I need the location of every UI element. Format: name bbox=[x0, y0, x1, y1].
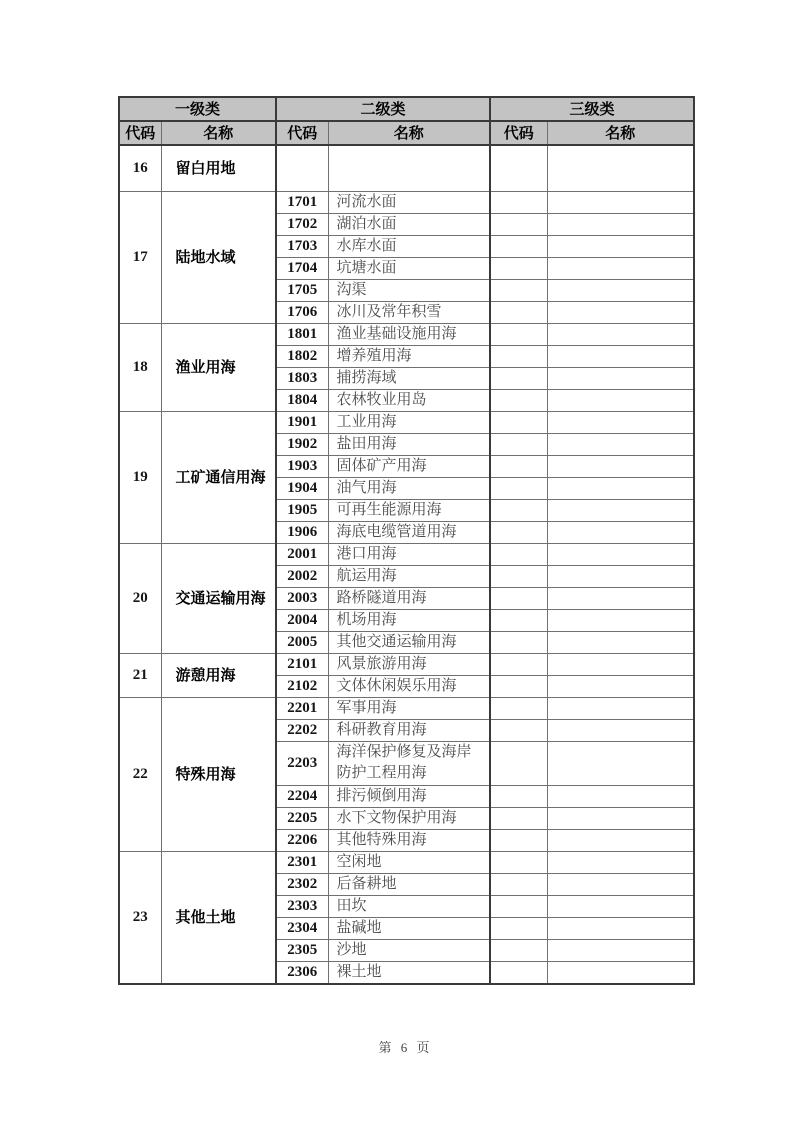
l2-name-cell: 海底电缆管道用海 bbox=[328, 521, 490, 543]
l1-name-cell: 交通运输用海 bbox=[161, 543, 276, 653]
header-l2-code: 代码 bbox=[276, 121, 328, 145]
l1-name-cell: 留白用地 bbox=[161, 145, 276, 191]
l3-code-cell bbox=[490, 543, 547, 565]
l3-code-cell bbox=[490, 587, 547, 609]
l3-code-cell bbox=[490, 235, 547, 257]
header-l2-name: 名称 bbox=[328, 121, 490, 145]
l2-code-cell: 2306 bbox=[276, 961, 328, 984]
header-level2: 二级类 bbox=[276, 97, 490, 121]
l3-code-cell bbox=[490, 367, 547, 389]
l2-code-cell: 2102 bbox=[276, 675, 328, 697]
l2-name-cell: 军事用海 bbox=[328, 697, 490, 719]
l2-name-cell: 沟渠 bbox=[328, 279, 490, 301]
l2-code-cell: 1702 bbox=[276, 213, 328, 235]
l3-code-cell bbox=[490, 565, 547, 587]
l2-name-cell: 水库水面 bbox=[328, 235, 490, 257]
l3-name-cell bbox=[547, 521, 694, 543]
l3-name-cell bbox=[547, 697, 694, 719]
l3-name-cell bbox=[547, 939, 694, 961]
l3-code-cell bbox=[490, 675, 547, 697]
l1-code-cell: 16 bbox=[119, 145, 161, 191]
l3-code-cell bbox=[490, 455, 547, 477]
l2-name-cell: 机场用海 bbox=[328, 609, 490, 631]
l2-code-cell: 1803 bbox=[276, 367, 328, 389]
l2-code-cell: 2101 bbox=[276, 653, 328, 675]
l1-name-cell: 其他土地 bbox=[161, 851, 276, 984]
table-row bbox=[119, 145, 694, 191]
header-level3: 三级类 bbox=[490, 97, 694, 121]
l2-name-cell: 湖泊水面 bbox=[328, 213, 490, 235]
l3-name-cell bbox=[547, 719, 694, 741]
l2-name-cell: 裸土地 bbox=[328, 961, 490, 984]
l2-name-cell: 文体休闲娱乐用海 bbox=[328, 675, 490, 697]
table-row bbox=[119, 543, 694, 565]
l3-code-cell bbox=[490, 719, 547, 741]
l3-code-cell bbox=[490, 939, 547, 961]
table-row bbox=[119, 411, 694, 433]
l2-code-cell: 1904 bbox=[276, 477, 328, 499]
l1-code-cell: 23 bbox=[119, 851, 161, 984]
l2-code-cell: 2204 bbox=[276, 785, 328, 807]
l3-code-cell bbox=[490, 917, 547, 939]
l1-name-cell: 工矿通信用海 bbox=[161, 411, 276, 543]
l3-name-cell bbox=[547, 807, 694, 829]
l3-code-cell bbox=[490, 873, 547, 895]
l1-name-cell: 特殊用海 bbox=[161, 697, 276, 851]
l1-name-cell: 渔业用海 bbox=[161, 323, 276, 411]
l3-name-cell bbox=[547, 631, 694, 653]
l3-code-cell bbox=[490, 829, 547, 851]
l2-name-cell: 后备耕地 bbox=[328, 873, 490, 895]
l2-name-cell: 工业用海 bbox=[328, 411, 490, 433]
l2-name-cell: 冰川及常年积雪 bbox=[328, 301, 490, 323]
l3-name-cell bbox=[547, 961, 694, 984]
l2-code-cell: 2205 bbox=[276, 807, 328, 829]
l3-name-cell bbox=[547, 785, 694, 807]
l2-name-cell: 坑塘水面 bbox=[328, 257, 490, 279]
l1-code-cell: 18 bbox=[119, 323, 161, 411]
l1-name-cell: 陆地水域 bbox=[161, 191, 276, 323]
l3-name-cell bbox=[547, 257, 694, 279]
l2-code-cell: 1901 bbox=[276, 411, 328, 433]
header-l1-name: 名称 bbox=[161, 121, 276, 145]
l3-name-cell bbox=[547, 587, 694, 609]
table-row bbox=[119, 697, 694, 719]
l2-code-cell: 2206 bbox=[276, 829, 328, 851]
l3-code-cell bbox=[490, 389, 547, 411]
l3-code-cell bbox=[490, 631, 547, 653]
l3-code-cell bbox=[490, 145, 547, 191]
l3-name-cell bbox=[547, 565, 694, 587]
l2-code-cell: 1801 bbox=[276, 323, 328, 345]
header-l3-name: 名称 bbox=[547, 121, 694, 145]
table-body bbox=[119, 145, 694, 984]
l2-name-cell: 捕捞海域 bbox=[328, 367, 490, 389]
header-sub-row bbox=[119, 121, 694, 145]
l3-code-cell bbox=[490, 521, 547, 543]
l3-code-cell bbox=[490, 895, 547, 917]
l3-name-cell bbox=[547, 499, 694, 521]
l3-code-cell bbox=[490, 301, 547, 323]
l1-code-cell: 20 bbox=[119, 543, 161, 653]
l2-name-cell bbox=[328, 145, 490, 191]
l2-code-cell: 2201 bbox=[276, 697, 328, 719]
l2-name-cell: 空闲地 bbox=[328, 851, 490, 873]
page-number: 第 6 页 bbox=[378, 1040, 433, 1055]
l3-name-cell bbox=[547, 213, 694, 235]
l1-code-cell: 19 bbox=[119, 411, 161, 543]
l2-code-cell: 1701 bbox=[276, 191, 328, 213]
l2-code-cell: 1903 bbox=[276, 455, 328, 477]
l3-name-cell bbox=[547, 323, 694, 345]
l2-name-cell: 港口用海 bbox=[328, 543, 490, 565]
l2-code-cell: 1804 bbox=[276, 389, 328, 411]
l2-name-cell: 沙地 bbox=[328, 939, 490, 961]
header-level1: 一级类 bbox=[119, 97, 276, 121]
l3-name-cell bbox=[547, 301, 694, 323]
header-group-row bbox=[119, 97, 694, 121]
l2-code-cell: 1802 bbox=[276, 345, 328, 367]
l2-name-cell: 河流水面 bbox=[328, 191, 490, 213]
table-row bbox=[119, 851, 694, 873]
l3-code-cell bbox=[490, 851, 547, 873]
l3-name-cell bbox=[547, 851, 694, 873]
l3-name-cell bbox=[547, 653, 694, 675]
l3-code-cell bbox=[490, 323, 547, 345]
l2-name-cell: 可再生能源用海 bbox=[328, 499, 490, 521]
l1-code-cell: 21 bbox=[119, 653, 161, 697]
table-row bbox=[119, 191, 694, 213]
l2-name-cell: 海洋保护修复及海岸防护工程用海 bbox=[328, 741, 490, 785]
l2-code-cell: 1902 bbox=[276, 433, 328, 455]
l2-code-cell bbox=[276, 145, 328, 191]
header-l1-code: 代码 bbox=[119, 121, 161, 145]
l3-name-cell bbox=[547, 389, 694, 411]
l3-code-cell bbox=[490, 191, 547, 213]
l3-name-cell bbox=[547, 455, 694, 477]
l2-code-cell: 1705 bbox=[276, 279, 328, 301]
l2-code-cell: 1905 bbox=[276, 499, 328, 521]
l3-code-cell bbox=[490, 477, 547, 499]
l3-code-cell bbox=[490, 213, 547, 235]
l3-name-cell bbox=[547, 477, 694, 499]
l2-code-cell: 2202 bbox=[276, 719, 328, 741]
l3-code-cell bbox=[490, 609, 547, 631]
l2-name-cell: 风景旅游用海 bbox=[328, 653, 490, 675]
l2-code-cell: 2301 bbox=[276, 851, 328, 873]
l2-code-cell: 2304 bbox=[276, 917, 328, 939]
l3-name-cell bbox=[547, 345, 694, 367]
table-row bbox=[119, 653, 694, 675]
l3-name-cell bbox=[547, 873, 694, 895]
l3-name-cell bbox=[547, 543, 694, 565]
l3-name-cell bbox=[547, 279, 694, 301]
l3-name-cell bbox=[547, 829, 694, 851]
l3-name-cell bbox=[547, 895, 694, 917]
l2-name-cell: 水下文物保护用海 bbox=[328, 807, 490, 829]
l3-code-cell bbox=[490, 653, 547, 675]
l3-code-cell bbox=[490, 257, 547, 279]
l2-code-cell: 1703 bbox=[276, 235, 328, 257]
l3-code-cell bbox=[490, 411, 547, 433]
table-header bbox=[119, 97, 694, 145]
l2-name-cell: 路桥隧道用海 bbox=[328, 587, 490, 609]
l2-name-cell: 排污倾倒用海 bbox=[328, 785, 490, 807]
l2-code-cell: 2303 bbox=[276, 895, 328, 917]
l3-code-cell bbox=[490, 279, 547, 301]
l3-name-cell bbox=[547, 235, 694, 257]
l2-code-cell: 2203 bbox=[276, 741, 328, 785]
l3-name-cell bbox=[547, 917, 694, 939]
l2-code-cell: 2002 bbox=[276, 565, 328, 587]
l2-code-cell: 2004 bbox=[276, 609, 328, 631]
l2-code-cell: 2001 bbox=[276, 543, 328, 565]
l3-code-cell bbox=[490, 697, 547, 719]
l2-name-cell: 固体矿产用海 bbox=[328, 455, 490, 477]
l3-code-cell bbox=[490, 741, 547, 785]
l2-name-cell: 其他特殊用海 bbox=[328, 829, 490, 851]
l1-code-cell: 17 bbox=[119, 191, 161, 323]
l3-name-cell bbox=[547, 367, 694, 389]
l2-name-cell: 增养殖用海 bbox=[328, 345, 490, 367]
l2-name-cell: 盐田用海 bbox=[328, 433, 490, 455]
l3-name-cell bbox=[547, 191, 694, 213]
l2-name-cell: 航运用海 bbox=[328, 565, 490, 587]
l2-name-cell: 农林牧业用岛 bbox=[328, 389, 490, 411]
l2-name-cell: 其他交通运输用海 bbox=[328, 631, 490, 653]
l3-code-cell bbox=[490, 433, 547, 455]
l2-name-cell: 田坎 bbox=[328, 895, 490, 917]
l1-name-cell: 游憩用海 bbox=[161, 653, 276, 697]
l2-code-cell: 1906 bbox=[276, 521, 328, 543]
l3-name-cell bbox=[547, 675, 694, 697]
l2-name-cell: 渔业基础设施用海 bbox=[328, 323, 490, 345]
l2-code-cell: 2302 bbox=[276, 873, 328, 895]
l3-code-cell bbox=[490, 785, 547, 807]
l2-code-cell: 2005 bbox=[276, 631, 328, 653]
l3-code-cell bbox=[490, 961, 547, 984]
l2-name-cell: 盐碱地 bbox=[328, 917, 490, 939]
l2-code-cell: 1704 bbox=[276, 257, 328, 279]
l2-name-cell: 油气用海 bbox=[328, 477, 490, 499]
l1-code-cell: 22 bbox=[119, 697, 161, 851]
l3-name-cell bbox=[547, 411, 694, 433]
l3-code-cell bbox=[490, 807, 547, 829]
header-l3-code: 代码 bbox=[490, 121, 547, 145]
table-row bbox=[119, 323, 694, 345]
l3-name-cell bbox=[547, 145, 694, 191]
l3-code-cell bbox=[490, 345, 547, 367]
l2-code-cell: 2305 bbox=[276, 939, 328, 961]
l2-code-cell: 2003 bbox=[276, 587, 328, 609]
l2-name-cell: 科研教育用海 bbox=[328, 719, 490, 741]
l2-code-cell: 1706 bbox=[276, 301, 328, 323]
classification-table bbox=[118, 96, 695, 985]
l3-name-cell bbox=[547, 433, 694, 455]
l3-name-cell bbox=[547, 741, 694, 785]
l3-name-cell bbox=[547, 609, 694, 631]
l3-code-cell bbox=[490, 499, 547, 521]
